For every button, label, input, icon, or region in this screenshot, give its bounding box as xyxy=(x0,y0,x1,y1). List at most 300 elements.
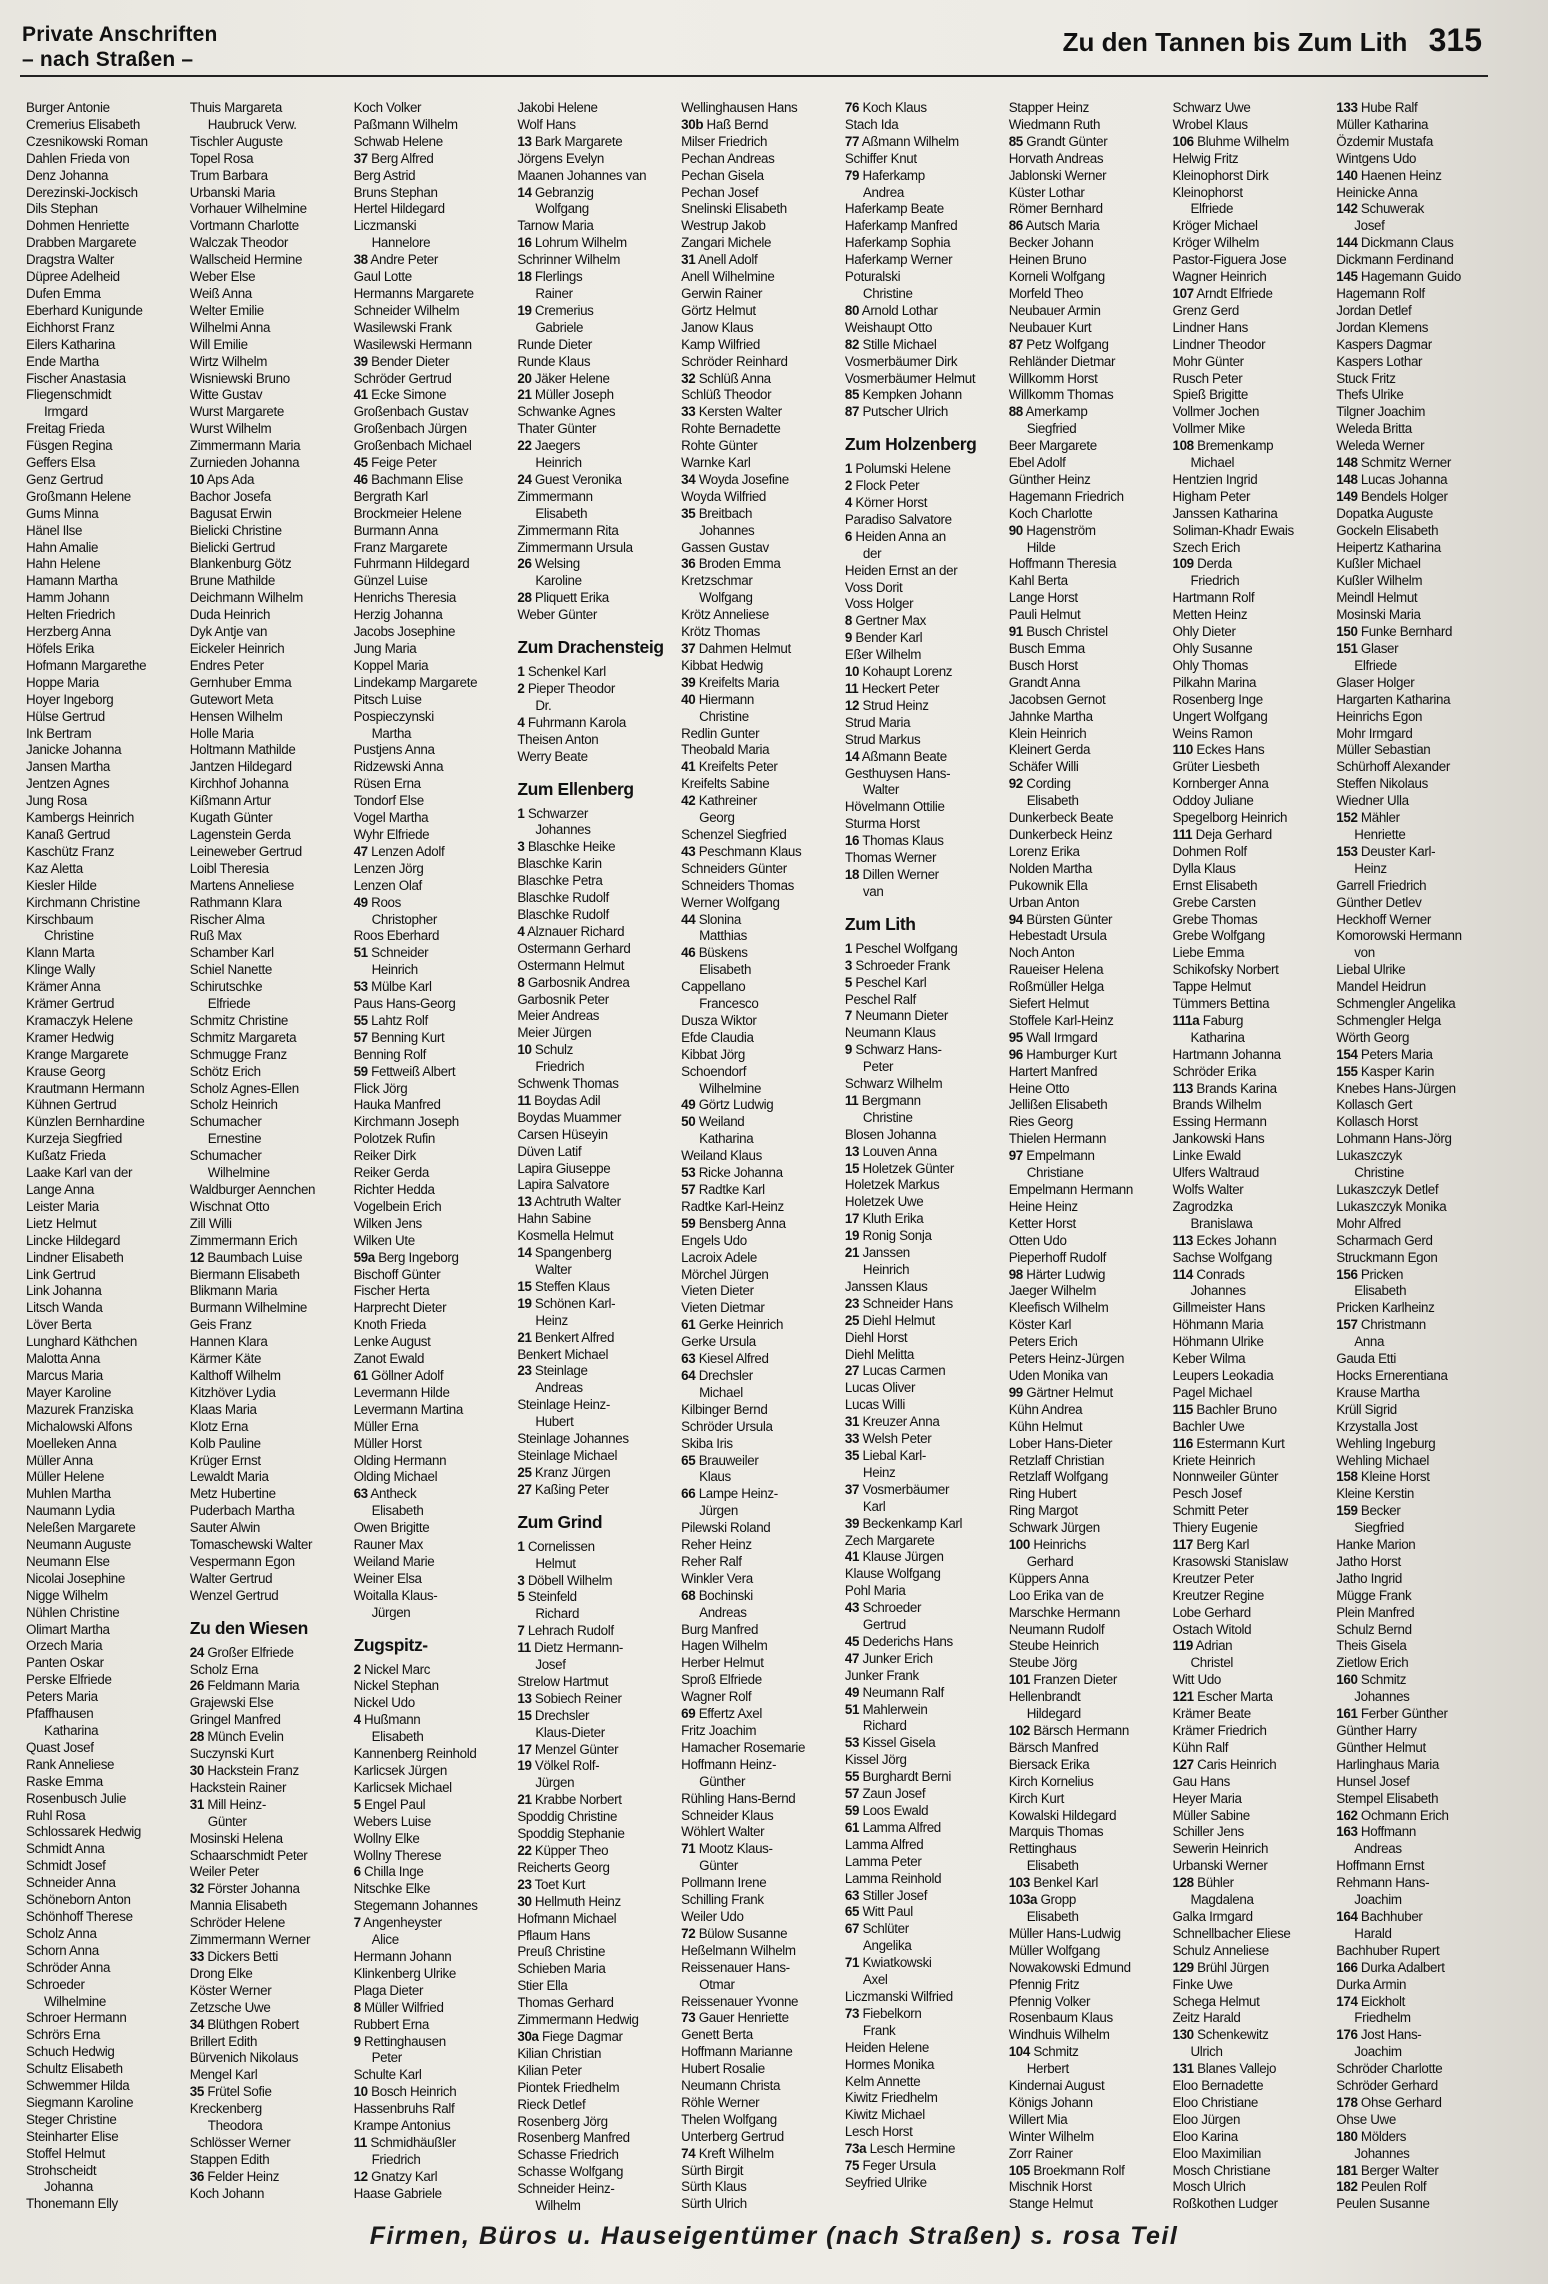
house-number: 131 xyxy=(1172,2061,1194,2077)
directory-entry: Mischnik Horst xyxy=(1008,2179,1092,2195)
directory-entry: Vogel Martha xyxy=(353,810,429,826)
directory-entry: Krötz Anneliese xyxy=(681,607,769,623)
directory-entry: Kreifelts Sabine xyxy=(681,776,770,792)
house-number: 41 xyxy=(353,387,368,403)
directory-entry: 35 Breitbach xyxy=(681,505,753,521)
house-number: 92 xyxy=(1008,776,1023,792)
directory-entry: Meindl Helmut xyxy=(1336,590,1418,606)
directory-entry: Eichhorst Franz xyxy=(26,319,115,335)
directory-entry: Steinlage Johannes xyxy=(517,1431,629,1447)
directory-entry: Jürgen xyxy=(371,1604,411,1620)
directory-entry: 27 Lucas Carmen xyxy=(844,1363,946,1379)
directory-entry: 30a Fiege Dagmar xyxy=(517,2028,623,2044)
directory-entry: Jantzen Hildegard xyxy=(189,759,292,775)
house-number: 105 xyxy=(1008,2162,1030,2178)
directory-entry: Römer Bernhard xyxy=(1008,201,1103,217)
directory-entry: Eloo Karina xyxy=(1172,2128,1238,2144)
directory-entry: Freitag Frieda xyxy=(26,421,105,437)
street-heading: Zu den Wiesen xyxy=(189,1617,308,1638)
directory-entry: Eickeler Heinrich xyxy=(189,641,285,656)
directory-entry: Voss Dorit xyxy=(844,579,903,595)
directory-entry: Tarnow Maria xyxy=(517,218,594,234)
directory-entry: Stempel Elisabeth xyxy=(1336,1790,1439,1806)
directory-entry: 1 Cornelissen xyxy=(517,1538,595,1554)
directory-entry: 26 Feldmann Maria xyxy=(189,1678,300,1694)
directory-entry: Christine xyxy=(44,928,94,944)
house-number: 15 xyxy=(844,1160,860,1176)
house-number: 27 xyxy=(844,1363,860,1379)
directory-entry: Hahn Sabine xyxy=(517,1211,591,1227)
directory-entry: Johannes xyxy=(1354,1689,1410,1705)
directory-entry: Klann Marta xyxy=(26,945,95,961)
directory-entry: Koch Volker xyxy=(353,100,422,115)
house-number: 114 xyxy=(1172,1266,1194,1282)
directory-entry: Dragstra Walter xyxy=(26,252,115,268)
directory-entry: Derezinski-Jockisch xyxy=(26,184,138,200)
directory-entry: Ohly Thomas xyxy=(1172,657,1249,673)
directory-entry: 26 Welsing xyxy=(517,556,580,572)
directory-entry: Kugath Günter xyxy=(189,810,273,826)
house-number: 7 xyxy=(517,1623,525,1639)
directory-entry: Horvath Andreas xyxy=(1008,150,1104,166)
directory-entry: Hoppe Maria xyxy=(26,674,99,690)
directory-entry: Schwenk Thomas xyxy=(517,1076,619,1092)
directory-entry: Andrea xyxy=(862,184,904,200)
house-number: 9 xyxy=(353,2033,361,2049)
directory-entry: Günter xyxy=(699,1858,738,1874)
directory-entry: Vieten Dieter xyxy=(681,1283,754,1299)
directory-entry: Klein Heinrich xyxy=(1008,725,1087,741)
directory-entry: Bärsch Manfred xyxy=(1008,1739,1099,1755)
directory-entry: 63 Kiesel Alfred xyxy=(681,1351,769,1367)
house-number: 5 xyxy=(517,1589,525,1605)
directory-entry: Raske Emma xyxy=(26,1773,103,1789)
directory-entry: Pospieczynski xyxy=(353,708,434,724)
directory-entry: Schorn Anna xyxy=(26,1942,99,1958)
directory-entry: 1 Schenkel Karl xyxy=(517,664,606,680)
directory-entry: Zurnieden Johanna xyxy=(189,455,300,471)
directory-entry: 116 Estermann Kurt xyxy=(1172,1435,1285,1451)
directory-entry: Steffen Nikolaus xyxy=(1336,776,1428,792)
directory-entry: Dohmen Rolf xyxy=(1172,843,1247,859)
directory-entry: Lindner Hans xyxy=(1172,319,1248,335)
directory-entry: Liebe Emma xyxy=(1172,945,1245,961)
directory-entry: 94 Bürsten Günter xyxy=(1008,911,1113,927)
directory-entry: Axel xyxy=(862,1972,888,1988)
directory-entry: Krüger Ernst xyxy=(189,1452,261,1468)
directory-entry: Will Emilie xyxy=(189,336,248,352)
house-number: 111 xyxy=(1172,826,1193,842)
house-number: 121 xyxy=(1172,1689,1194,1705)
directory-entry: Pfaffhausen xyxy=(26,1706,94,1722)
directory-entry: Elisabeth xyxy=(371,1503,424,1519)
house-number: 97 xyxy=(1008,1148,1023,1164)
directory-entry: Kornberger Anna xyxy=(1172,776,1269,792)
house-number: 95 xyxy=(1008,1029,1023,1045)
directory-entry: Dopatka Auguste xyxy=(1336,505,1433,521)
directory-entry: Kelm Annette xyxy=(844,2073,921,2089)
directory-entry: Tilgner Joachim xyxy=(1336,404,1426,420)
house-number: 65 xyxy=(844,1904,860,1920)
house-number: 64 xyxy=(681,1367,696,1383)
directory-entry: Hackstein Rainer xyxy=(189,1779,287,1795)
directory-entry: Heinrichs Egon xyxy=(1336,708,1423,724)
directory-entry: 65 Brauweiler xyxy=(681,1452,759,1468)
directory-entry: Heinrich xyxy=(371,962,418,978)
house-number: 129 xyxy=(1172,1959,1194,1975)
directory-entry: Strud Maria xyxy=(844,714,911,730)
house-number: 1 xyxy=(844,461,853,477)
directory-entry: Heinicke Anna xyxy=(1336,184,1418,200)
directory-entry: Peters Erich xyxy=(1008,1334,1078,1350)
house-number: 36 xyxy=(189,2168,204,2184)
house-number: 144 xyxy=(1336,235,1358,251)
directory-entry: Schumacher xyxy=(189,1148,262,1164)
directory-entry: Stoffele Karl-Heinz xyxy=(1008,1012,1114,1028)
house-number: 11 xyxy=(517,1092,531,1108)
directory-entry: Weiler Udo xyxy=(681,1908,744,1924)
directory-entry: 160 Schmitz xyxy=(1336,1672,1407,1688)
house-number: 73a xyxy=(844,2141,867,2157)
directory-entry: Denz Johanna xyxy=(26,167,109,183)
directory-entry: Harprecht Dieter xyxy=(353,1300,447,1316)
directory-entry: 7 Angenheyster xyxy=(353,1915,442,1931)
house-number: 87 xyxy=(1008,336,1023,352)
directory-entry: Jörgens Evelyn xyxy=(517,150,604,166)
house-number: 82 xyxy=(844,336,860,352)
directory-entry: Marcus Maria xyxy=(26,1367,103,1383)
directory-entry: Deichmann Wilhelm xyxy=(189,590,303,606)
directory-entry: 15 Steffen Klaus xyxy=(517,1278,610,1294)
house-number: 74 xyxy=(681,2145,696,2161)
house-number: 39 xyxy=(353,353,368,369)
directory-entry: Herzberg Anna xyxy=(26,624,111,640)
house-number: 65 xyxy=(681,1452,696,1468)
directory-column xyxy=(353,100,516,2201)
directory-entry: 176 Jost Hans- xyxy=(1336,2027,1422,2043)
directory-entry: Kaschütz Franz xyxy=(26,843,115,859)
directory-entry: Link Johanna xyxy=(26,1283,102,1299)
directory-entry: 97 Empelmann xyxy=(1008,1148,1095,1164)
directory-entry: Thiery Eugenie xyxy=(1172,1520,1258,1536)
directory-entry: Ring Margot xyxy=(1008,1503,1078,1519)
directory-entry: Jansen Martha xyxy=(26,759,111,775)
directory-entry: Weiland Marie xyxy=(353,1553,435,1569)
directory-entry: Spoddig Stephanie xyxy=(517,1826,625,1842)
house-number: 4 xyxy=(517,923,525,939)
directory-entry: 91 Busch Christel xyxy=(1008,624,1108,640)
directory-entry: Weber Else xyxy=(189,269,256,285)
directory-entry: 20 Jäker Helene xyxy=(517,370,610,386)
directory-entry: 6 Heiden Anna an xyxy=(844,528,946,544)
directory-entry: 111 Deja Gerhard xyxy=(1172,826,1272,842)
directory-entry: Kiesler Hilde xyxy=(26,877,97,893)
directory-entry: Walczak Theodor xyxy=(189,235,288,251)
directory-entry: Scharmach Gerd xyxy=(1336,1232,1433,1248)
directory-entry: Lagenstein Gerda xyxy=(189,826,291,842)
directory-entry: Sturma Horst xyxy=(844,816,920,832)
house-number: 94 xyxy=(1008,911,1023,927)
directory-entry: Reher Ralf xyxy=(681,1553,742,1569)
directory-entry: 178 Ohse Gerhard xyxy=(1336,2094,1442,2110)
directory-entry: Roos Eberhard xyxy=(353,928,440,944)
house-number: 23 xyxy=(517,1363,532,1379)
directory-entry: Heine Otto xyxy=(1008,1080,1070,1096)
directory-entry: Junker Frank xyxy=(844,1667,919,1683)
directory-entry: Hahn Helene xyxy=(26,556,101,572)
house-number: 34 xyxy=(681,471,696,487)
house-number: 159 xyxy=(1336,1503,1358,1519)
directory-entry: 10 Bosch Heinrich xyxy=(353,2084,457,2100)
directory-entry: Krüll Sigrid xyxy=(1336,1401,1397,1417)
house-number: 182 xyxy=(1336,2179,1358,2195)
directory-entry: 76 Koch Klaus xyxy=(844,100,927,115)
directory-entry: Jaeger Wilhelm xyxy=(1008,1283,1097,1299)
directory-entry: 21 Janssen xyxy=(844,1245,910,1261)
directory-entry: Hertel Hildegard xyxy=(353,201,445,217)
directory-entry: Hocks Ernerentiana xyxy=(1336,1367,1448,1383)
directory-entry: Strohscheidt xyxy=(26,2162,97,2178)
directory-entry: Schrörs Erna xyxy=(26,2027,100,2043)
directory-entry: Michalowski Alfons xyxy=(26,1418,133,1434)
directory-entry: Katharina xyxy=(44,1723,99,1738)
directory-entry: Schwarz Wilhelm xyxy=(844,1076,943,1092)
directory-entry: Blikmann Maria xyxy=(189,1283,278,1299)
directory-entry: Lindner Theodor xyxy=(1172,336,1266,352)
directory-entry: 59 Bensberg Anna xyxy=(681,1215,786,1231)
directory-entry: Winkler Vera xyxy=(681,1570,753,1586)
house-number: 17 xyxy=(517,1741,532,1757)
house-number: 63 xyxy=(844,1887,860,1903)
directory-entry: Rüsen Erna xyxy=(353,776,421,792)
house-number: 36 xyxy=(681,556,696,572)
directory-entry: Sürth Ulrich xyxy=(681,2196,747,2212)
directory-entry: Müller Katharina xyxy=(1336,116,1429,132)
house-number: 49 xyxy=(681,1097,696,1113)
directory-entry: Heiden Ernst an der xyxy=(844,562,958,578)
directory-entry: Gockeln Elisabeth xyxy=(1336,522,1439,538)
directory-entry: Müller Sabine xyxy=(1172,1807,1250,1823)
directory-entry: Kilian Peter xyxy=(517,2062,582,2078)
house-number: 37 xyxy=(353,150,368,166)
directory-entry: Frank xyxy=(862,2022,896,2038)
house-number: 53 xyxy=(844,1735,860,1751)
directory-entry: Klotz Erna xyxy=(189,1418,249,1434)
directory-entry: van xyxy=(862,883,884,899)
directory-entry: 75 Feger Ursula xyxy=(844,2158,936,2174)
directory-entry: Herzig Johanna xyxy=(353,607,443,623)
directory-entry: Grüter Liesbeth xyxy=(1172,759,1260,775)
directory-entry: Kirschbaum xyxy=(26,911,94,927)
house-number: 32 xyxy=(681,370,696,386)
directory-entry: Schwarz Uwe xyxy=(1172,100,1251,115)
directory-entry: Ohse Uwe xyxy=(1336,2111,1396,2127)
directory-entry: Seyfried Ulrike xyxy=(844,2174,927,2190)
directory-entry: Martha xyxy=(371,725,412,741)
directory-entry: Flick Jörg xyxy=(353,1080,408,1096)
directory-entry: 104 Schmitz xyxy=(1008,2044,1079,2060)
house-number: 128 xyxy=(1172,1875,1194,1891)
directory-entry: Pollmann Irene xyxy=(681,1875,767,1891)
house-number: 30a xyxy=(517,2028,539,2044)
house-number: 152 xyxy=(1336,810,1358,826)
directory-entry: Kahl Berta xyxy=(1008,573,1068,589)
directory-entry: Thelen Wolfgang xyxy=(681,2111,777,2127)
directory-entry: Karlicsek Michael xyxy=(353,1779,452,1795)
directory-entry: Rettinghaus xyxy=(1008,1841,1077,1857)
directory-entry: Berg Astrid xyxy=(353,167,416,183)
directory-entry: Wolfgang xyxy=(699,590,753,606)
directory-entry: Busch Horst xyxy=(1008,657,1078,673)
directory-entry: Thomas Gerhard xyxy=(517,1995,614,2011)
directory-entry: Scholz Heinrich xyxy=(189,1097,278,1113)
house-number: 6 xyxy=(844,528,853,544)
house-number: 55 xyxy=(353,1012,368,1028)
directory-entry: 109 Derda xyxy=(1172,556,1232,572)
directory-entry: 23 Toet Kurt xyxy=(517,1876,586,1892)
directory-entry: Heßelmann Wilhelm xyxy=(681,1942,796,1958)
directory-entry: Kanaß Gertrud xyxy=(26,826,111,842)
directory-entry: Schaarschmidt Peter xyxy=(189,1847,308,1863)
house-number: 1 xyxy=(517,805,525,821)
directory-entry: 21 Benkert Alfred xyxy=(517,1329,615,1345)
directory-entry: Benkert Michael xyxy=(517,1346,609,1362)
directory-entry: Kaspers Lothar xyxy=(1336,353,1423,369)
house-number: 9 xyxy=(844,1042,853,1058)
house-number: 16 xyxy=(844,833,860,849)
directory-entry: Preuß Christine xyxy=(517,1944,606,1960)
directory-entry: Stange Helmut xyxy=(1008,2196,1093,2212)
house-number: 181 xyxy=(1336,2162,1358,2178)
directory-entry: Peter xyxy=(371,2050,402,2066)
house-number: 59 xyxy=(353,1063,368,1079)
directory-entry: Willert Mia xyxy=(1008,2111,1068,2127)
directory-entry: Küppers Anna xyxy=(1008,1570,1089,1586)
directory-entry: 8 Gertner Max xyxy=(844,613,926,629)
directory-entry: Mazurek Franziska xyxy=(26,1401,134,1417)
directory-entry: Retzlaff Wolfgang xyxy=(1008,1469,1108,1485)
house-number: 21 xyxy=(517,1329,532,1345)
directory-entry: Lenzen Jörg xyxy=(353,860,424,876)
directory-entry: Soliman-Khadr Ewais xyxy=(1172,522,1294,538)
directory-entry: Neumann Klaus xyxy=(844,1025,936,1041)
directory-entry: 14 Gebranzig xyxy=(517,184,594,200)
directory-entry: Levermann Martina xyxy=(353,1401,463,1417)
directory-entry: 32 Schlüß Anna xyxy=(681,370,771,386)
directory-entry: 156 Pricken xyxy=(1336,1266,1404,1282)
house-number: 155 xyxy=(1336,1063,1358,1079)
directory-entry: Wöhlert Walter xyxy=(681,1824,765,1840)
directory-entry: Wrobel Klaus xyxy=(1172,116,1248,132)
directory-entry: Kollasch Gert xyxy=(1336,1097,1413,1113)
house-number: 43 xyxy=(681,843,696,859)
directory-entry: Francesco xyxy=(699,996,759,1012)
directory-entry: Schultz Elisabeth xyxy=(26,2061,123,2077)
house-number: 76 xyxy=(844,100,860,115)
directory-entry: Grebe Thomas xyxy=(1172,911,1258,927)
directory-entry: Wehling Michael xyxy=(1336,1452,1429,1468)
directory-entry: Linke Ewald xyxy=(1172,1148,1241,1164)
directory-entry: Weiß Anna xyxy=(189,285,252,301)
directory-entry: Reicherts Georg xyxy=(517,1859,610,1875)
directory-entry: Elisabeth xyxy=(535,505,588,521)
directory-entry: Dohmen Henriette xyxy=(26,218,130,234)
directory-entry: Katharina xyxy=(1190,1029,1245,1045)
directory-entry: Plaga Dieter xyxy=(353,1982,424,1998)
directory-entry: Voss Holger xyxy=(844,596,914,612)
directory-entry: 19 Völkel Rolf- xyxy=(517,1758,600,1774)
directory-entry: Lindekamp Margarete xyxy=(353,674,478,690)
directory-entry: Lukaszczyk Detlef xyxy=(1336,1182,1439,1197)
directory-entry: Sachse Wolfgang xyxy=(1172,1249,1272,1265)
directory-entry: Zanot Ewald xyxy=(353,1351,425,1367)
house-number: 119 xyxy=(1172,1638,1194,1654)
house-number: 51 xyxy=(353,945,368,961)
directory-entry: Hamacher Rosemarie xyxy=(681,1739,806,1755)
directory-entry: Zimmermann Erich xyxy=(189,1232,298,1248)
directory-entry: Schneider Klaus xyxy=(681,1807,774,1823)
directory-entry: 24 Guest Veronika xyxy=(517,471,622,487)
house-number: 68 xyxy=(681,1587,696,1603)
directory-entry: Johannes xyxy=(699,522,755,538)
directory-entry: Lange Horst xyxy=(1008,590,1078,606)
directory-entry: Garrell Friedrich xyxy=(1336,877,1427,893)
directory-entry: Gerke Ursula xyxy=(681,1334,756,1350)
directory-entry: Snelinski Elisabeth xyxy=(681,201,787,217)
directory-entry: 15 Drechsler xyxy=(517,1707,590,1723)
house-number: 149 xyxy=(1336,488,1358,504)
directory-entry: 42 Kathreiner xyxy=(681,793,757,809)
directory-entry: Schmengler Helga xyxy=(1336,1012,1441,1028)
directory-entry: Schwab Helene xyxy=(353,133,443,149)
directory-entry: 22 Jaegers xyxy=(517,438,581,454)
directory-entry: Strelow Hartmut xyxy=(517,1673,609,1689)
directory-entry: 36 Broden Emma xyxy=(681,556,781,572)
directory-entry: 13 Achtruth Walter xyxy=(517,1194,621,1210)
directory-entry: Dahlen Frieda von xyxy=(26,150,130,166)
house-number: 86 xyxy=(1008,218,1023,234)
directory-entry: Stapper Heinz xyxy=(1008,100,1089,115)
directory-entry: Hänel Ilse xyxy=(26,522,83,538)
directory-entry: Hoyer Ingeborg xyxy=(26,691,114,707)
directory-entry: Hoffmann Ernst xyxy=(1336,1858,1425,1874)
directory-entry: Walter Gertrud xyxy=(189,1570,273,1586)
directory-entry: 51 Mahlerwein xyxy=(844,1701,928,1717)
directory-entry: Theis Gisela xyxy=(1336,1638,1407,1654)
directory-entry: Zangari Michele xyxy=(681,235,772,251)
directory-entry: Otmar xyxy=(699,1976,735,1992)
directory-entry: Wilhelmine xyxy=(699,1080,762,1096)
directory-entry: Jacobsen Gernot xyxy=(1008,691,1106,707)
directory-entry: Winter Wilhelm xyxy=(1008,2128,1094,2144)
house-number: 31 xyxy=(844,1414,860,1430)
directory-entry: 28 Münch Evelin xyxy=(189,1729,284,1745)
directory-entry: Liebal Ulrike xyxy=(1336,962,1406,978)
directory-entry: 117 Berg Karl xyxy=(1172,1537,1250,1553)
directory-entry: Jordan Detlef xyxy=(1336,302,1412,318)
header-section-label xyxy=(22,22,218,72)
house-number: 37 xyxy=(844,1481,860,1497)
directory-entry: Schoendorf xyxy=(681,1063,747,1079)
directory-entry: Pagel Michael xyxy=(1172,1384,1253,1400)
directory-entry: Pesch Josef xyxy=(1172,1486,1242,1502)
house-number: 148 xyxy=(1336,455,1358,471)
directory-entry: Wiedner Ulla xyxy=(1336,793,1409,809)
directory-entry: Günter xyxy=(207,1813,247,1829)
directory-entry: Friedhelm xyxy=(1354,2010,1411,2026)
directory-entry: Thater Günter xyxy=(517,421,597,437)
house-number: 50 xyxy=(681,1114,696,1130)
